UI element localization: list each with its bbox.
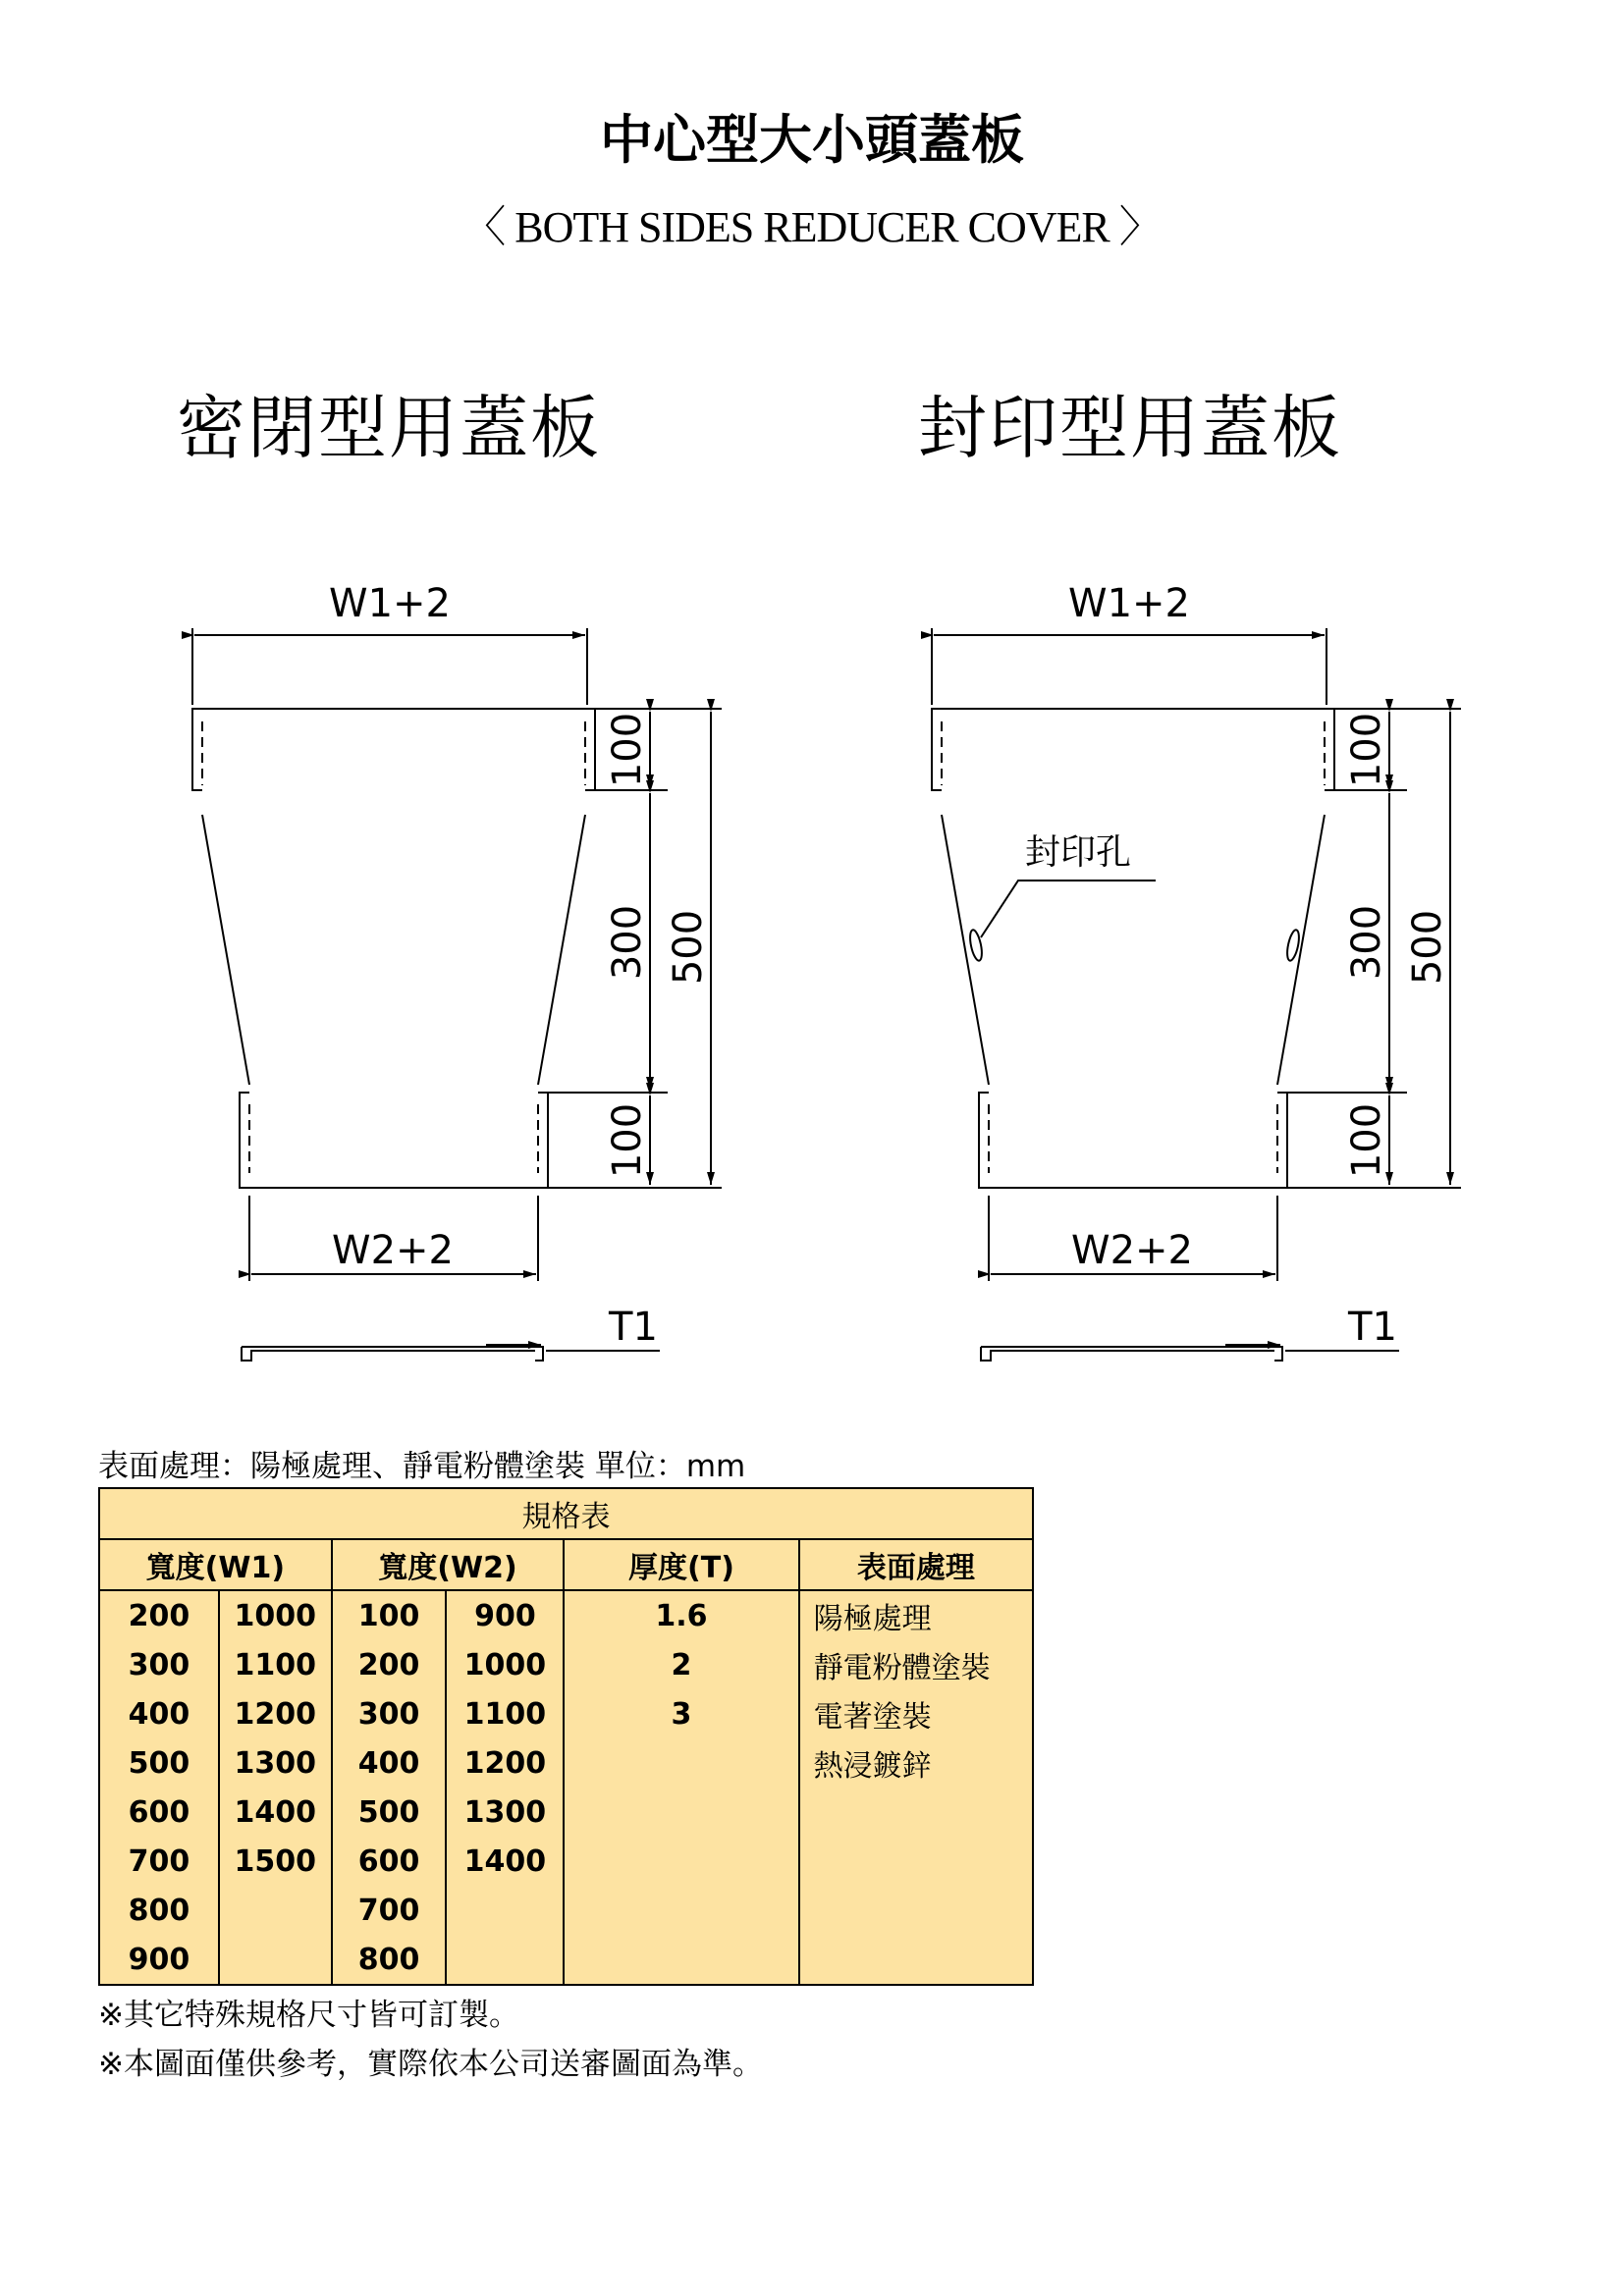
cell: 500 [332,1788,447,1837]
page-subtitle: 〈 BOTH SIDES REDUCER COVER 〉 [462,203,1162,251]
dim-w1-label: W1+2 [329,581,451,626]
cell: 700 [332,1886,447,1935]
header-w1: 寬度(W1) [99,1539,332,1590]
cell: 300 [332,1689,447,1738]
dim-300-label: 300 [1344,904,1389,981]
cell [446,1935,564,1985]
cell: 1400 [219,1788,332,1837]
cell [219,1935,332,1985]
spec-table [98,1487,1034,1986]
dim-100-top-label: 100 [605,712,650,788]
cell: 1000 [446,1640,564,1689]
cell: 2 [564,1640,798,1689]
table-row [99,1590,1033,1640]
cell [564,1788,798,1837]
dim-300-label: 300 [605,904,650,981]
cell: 1100 [219,1640,332,1689]
header-thickness: 厚度(T) [564,1539,798,1590]
cell [799,1837,1033,1886]
cell: 200 [99,1590,219,1640]
page-title: 中心型大小頭蓋板 [600,109,1024,171]
surface-treatment-line: 表面處理：陽極處理、靜電粉體塗裝 單位：mm [98,1449,746,1484]
section-heading-sealed: 密閉型用蓋板 [177,388,601,468]
dim-t1-label: T1 [609,1305,658,1350]
header-surface: 表面處理 [799,1539,1033,1590]
cell [799,1886,1033,1935]
cell: 1.6 [564,1590,798,1640]
dim-w1-label: W1+2 [1068,581,1190,626]
table-row [99,1935,1033,1985]
note-reference-only: ※本圖面僅供參考，實際依本公司送審圖面為準。 [98,2047,763,2082]
spec-table-caption: 規格表 [99,1488,1033,1539]
table-row [99,1738,1033,1788]
cell: 300 [99,1640,219,1689]
cell: 1300 [219,1738,332,1788]
cell: 3 [564,1689,798,1738]
cell [446,1886,564,1935]
cell: 600 [99,1788,219,1837]
cell: 1000 [219,1590,332,1640]
dim-w2-label: W2+2 [1071,1228,1193,1273]
cell: 400 [332,1738,447,1788]
cell: 1500 [219,1837,332,1886]
cell [799,1788,1033,1837]
cell [564,1935,798,1985]
cell: 1300 [446,1788,564,1837]
cell [564,1738,798,1788]
dim-100-top-label: 100 [1344,712,1389,788]
dim-500-label: 500 [666,909,711,986]
cell: 200 [332,1640,447,1689]
cell: 熱浸鍍鋅 [799,1738,1033,1788]
cell [799,1935,1033,1985]
dim-500-label: 500 [1405,909,1450,986]
header-w2: 寬度(W2) [332,1539,565,1590]
cell: 電著塗裝 [799,1689,1033,1738]
cell: 900 [446,1590,564,1640]
table-row [99,1788,1033,1837]
cell: 1200 [446,1738,564,1788]
cell: 500 [99,1738,219,1788]
cell [564,1837,798,1886]
cell: 800 [99,1886,219,1935]
cell: 800 [332,1935,447,1985]
cell: 1400 [446,1837,564,1886]
table-row [99,1837,1033,1886]
dim-t1-label: T1 [1348,1305,1397,1350]
dim-100-bottom-label: 100 [605,1102,650,1179]
seal-hole-left [968,929,984,961]
cell: 600 [332,1837,447,1886]
dim-w2-label: W2+2 [332,1228,454,1273]
cell [564,1886,798,1935]
cell: 400 [99,1689,219,1738]
table-row [99,1640,1033,1689]
cell: 1200 [219,1689,332,1738]
dim-100-bottom-label: 100 [1344,1102,1389,1179]
cell: 100 [332,1590,447,1640]
cell: 靜電粉體塗裝 [799,1640,1033,1689]
cell: 700 [99,1837,219,1886]
seal-hole-leader [981,881,1156,937]
table-row [99,1886,1033,1935]
table-row [99,1689,1033,1738]
cell: 1100 [446,1689,564,1738]
cell: 陽極處理 [799,1590,1033,1640]
seal-hole-label: 封印孔 [1024,832,1132,873]
section-heading-seal-type: 封印型用蓋板 [918,388,1342,468]
cell [219,1886,332,1935]
note-custom-sizes: ※其它特殊規格尺寸皆可訂製。 [98,1998,519,2033]
cell: 900 [99,1935,219,1985]
